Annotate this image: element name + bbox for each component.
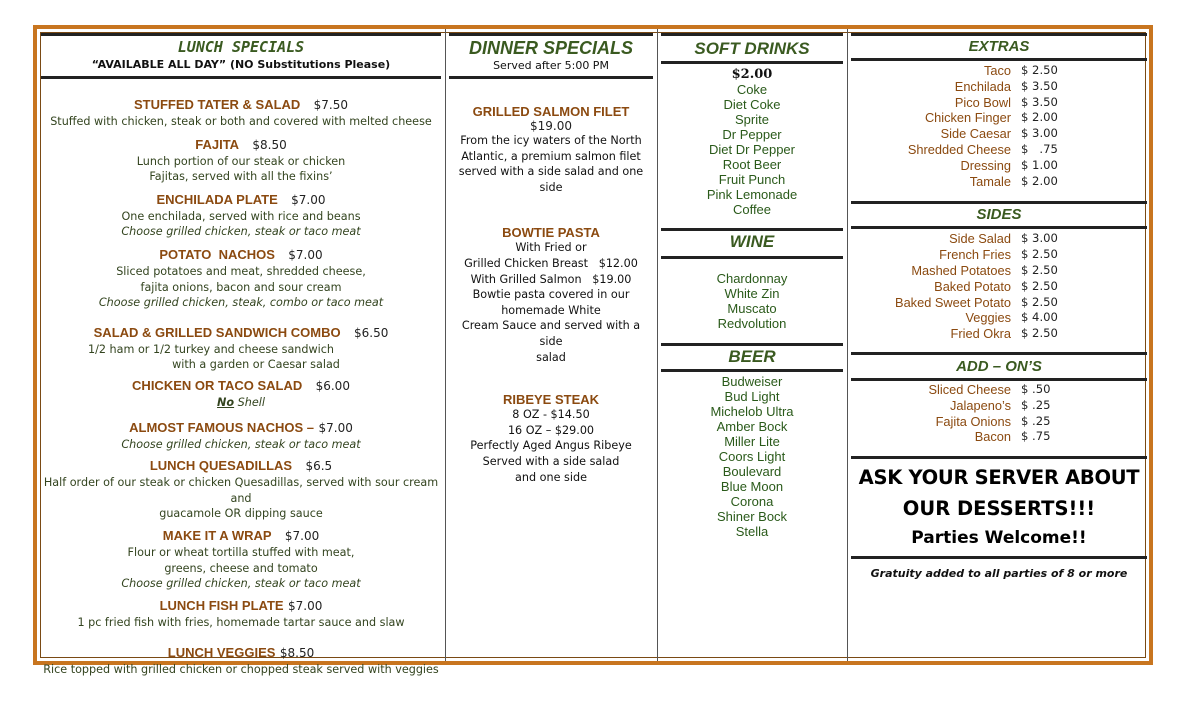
- rule: [851, 556, 1147, 559]
- beer-list: [661, 374, 843, 539]
- rule: [449, 33, 653, 36]
- item-name: LUNCH QUESADILLAS: [149, 458, 293, 474]
- row-price: $ 3.00: [1021, 231, 1058, 246]
- item-desc: One enchilada, served with rice and beans: [121, 209, 361, 223]
- rule: [449, 76, 653, 79]
- item-name: POTATO NACHOS: [159, 246, 275, 262]
- extras-row: [851, 142, 1147, 158]
- item-price: $8.50: [252, 137, 287, 152]
- item-name: GRILLED SALMON FILET: [472, 104, 630, 119]
- item-choice: Choose grilled chicken, steak, combo or taco meat: [98, 296, 384, 310]
- lunch-item: [41, 527, 441, 592]
- item-desc: greens, cheese and tomato: [164, 561, 318, 575]
- rule: [661, 256, 843, 259]
- sides-row: [851, 310, 1147, 326]
- row-price: $ 2.50: [1021, 294, 1058, 309]
- rule: [851, 456, 1147, 459]
- lunch-subtitle: “AVAILABLE ALL DAY” (NO Substitutions Please): [91, 58, 391, 71]
- item-desc: From the icy waters of the North: [460, 134, 642, 147]
- row-price: $ .50: [1021, 381, 1051, 396]
- wine-item: Muscato: [727, 301, 777, 316]
- item-choice: Choose grilled chicken, steak or taco meat: [121, 225, 361, 239]
- wine-item: White Zin: [724, 286, 780, 301]
- item-price: $7.50: [313, 98, 349, 112]
- drink-item: Diet Dr Pepper: [709, 142, 795, 157]
- row-name: Mashed Potatoes: [911, 262, 1011, 278]
- lunch-item: [41, 419, 441, 453]
- rule: [41, 76, 441, 79]
- soft-drinks-price: $2.00: [731, 67, 773, 82]
- item-choice: Choose grilled chicken, steak or taco meat: [121, 437, 361, 451]
- beer-item: Boulevard: [722, 464, 782, 479]
- lunch-item: [41, 191, 441, 240]
- item-desc: with a garden or Caesar salad: [172, 358, 340, 372]
- row-price: $ 2.50: [1021, 326, 1058, 341]
- rule: [851, 58, 1147, 61]
- beer-item: Blue Moon: [720, 479, 784, 494]
- row-price: $ 2.50: [1021, 247, 1058, 262]
- rule: [851, 201, 1147, 204]
- addons-row: [851, 414, 1147, 430]
- item-price: $7.00: [291, 192, 326, 207]
- addons-row: [851, 382, 1147, 398]
- item-price: $19.00: [530, 119, 572, 133]
- extras-row: [851, 174, 1147, 190]
- desserts-line1: ASK YOUR SERVER ABOUT: [858, 466, 1140, 490]
- row-name: Enchilada: [954, 78, 1011, 94]
- row-price: $ 1.00: [1021, 157, 1058, 172]
- row-name: Taco: [983, 63, 1011, 78]
- row-price: $ 2.50: [1021, 262, 1058, 277]
- rule: [41, 33, 441, 36]
- item-desc: Cream Sauce and served with a side: [461, 319, 641, 348]
- dinner-item-ribeye: [449, 392, 653, 485]
- column-divider: [445, 29, 446, 661]
- dinner-item-bowtie: [449, 225, 653, 365]
- item-choice: Choose grilled chicken, steak or taco meat: [121, 577, 361, 591]
- addons-list: [851, 382, 1147, 445]
- item-desc: and one side: [515, 470, 587, 484]
- sides-row: [851, 247, 1147, 263]
- rule: [661, 369, 843, 372]
- addons-row: [851, 429, 1147, 445]
- row-price: $ 3.00: [1021, 126, 1058, 141]
- rule: [851, 226, 1147, 229]
- sides-row: [851, 326, 1147, 342]
- item-desc: With Grilled Salmon $19.00: [470, 272, 632, 286]
- extras-row: [851, 126, 1147, 142]
- lunch-item: [41, 324, 441, 373]
- dinner-subtitle: Served after 5:00 PM: [493, 59, 609, 72]
- item-desc: guacamole OR dipping sauce: [159, 507, 323, 521]
- item-desc: Stuffed with chicken, steak or both and covered with melted cheese: [50, 115, 432, 128]
- item-desc: salad: [536, 350, 566, 364]
- item-desc: Flour or wheat tortilla stuffed with meat,: [127, 545, 355, 559]
- column-divider: [847, 29, 848, 661]
- drink-item: Fruit Punch: [718, 172, 786, 187]
- row-price: $ 2.50: [1021, 63, 1058, 77]
- item-desc: fajita onions, bacon and sour cream: [140, 280, 342, 294]
- item-desc: Served with a side salad: [482, 454, 620, 468]
- row-name: Dressing: [960, 157, 1011, 173]
- beer-item: Corona: [730, 494, 774, 509]
- row-price: $ .75: [1021, 141, 1058, 156]
- row-name: Tamale: [969, 173, 1011, 189]
- menu-frame: [33, 25, 1153, 677]
- row-price: $ 2.50: [1021, 278, 1058, 293]
- item-name: FAJITA: [195, 136, 240, 152]
- item-desc: Lunch portion of our steak or chicken: [136, 154, 346, 168]
- soft-drinks-title: SOFT DRINKS: [694, 39, 810, 58]
- sides-row: [851, 263, 1147, 279]
- beer-item: Budweiser: [721, 374, 783, 389]
- row-price: $ .25: [1021, 397, 1051, 412]
- item-desc: Half order of our steak or chicken Quesadillas, served with sour cream and: [43, 476, 439, 505]
- rule: [851, 378, 1147, 381]
- row-name: Baked Potato: [934, 278, 1011, 294]
- row-name: Veggies: [965, 310, 1011, 326]
- item-desc: homemade White: [501, 303, 601, 317]
- wine-item: Redvolution: [717, 316, 787, 331]
- item-price: $7.00: [318, 420, 353, 435]
- drink-item: Diet Coke: [723, 97, 781, 112]
- item-name: STUFFED TATER & SALAD: [133, 97, 301, 112]
- beer-item: Amber Bock: [716, 419, 788, 434]
- lunch-title: LUNCH SPECIALS: [177, 38, 305, 56]
- item-desc: Atlantic, a premium salmon filet: [461, 149, 641, 163]
- item-desc: served with a side salad and one side: [458, 165, 644, 194]
- sides-title: SIDES: [976, 206, 1022, 224]
- rule: [661, 33, 843, 36]
- lunch-item: [41, 96, 441, 130]
- wine-title: WINE: [729, 232, 775, 251]
- row-name: Side Salad: [949, 231, 1011, 247]
- item-desc: Fajitas, served with all the fixins’: [149, 170, 333, 184]
- desserts-line2: OUR DESSERTS!!!: [902, 497, 1096, 521]
- addons-title: ADD – ON’S: [956, 357, 1042, 375]
- addons-row: [851, 398, 1147, 414]
- rule: [851, 352, 1147, 355]
- beer-item: Shiner Bock: [716, 509, 788, 524]
- row-name: Fajita Onions: [935, 413, 1011, 429]
- drink-item: Dr Pepper: [722, 127, 782, 142]
- row-price: $ 4.00: [1021, 310, 1058, 325]
- beer-title: BEER: [728, 347, 776, 366]
- sides-row: [851, 279, 1147, 295]
- item-desc: Rice topped with grilled chicken or chopped steak served with veggies: [43, 663, 439, 677]
- beer-item: Miller Lite: [724, 434, 780, 449]
- wine-item: Chardonnay: [716, 271, 788, 286]
- beer-item: Coors Light: [718, 449, 786, 464]
- item-name: ALMOST FAMOUS NACHOS –: [129, 419, 315, 435]
- item-price: $7.00: [288, 598, 323, 613]
- item-name: ENCHILADA PLATE: [156, 191, 278, 207]
- item-name: SALAD & GRILLED SANDWICH COMBO: [93, 324, 341, 340]
- item-price: $6.00: [315, 378, 350, 393]
- item-desc: Sliced potatoes and meat, shredded cheese,: [116, 264, 366, 278]
- item-desc: Shell: [234, 395, 265, 409]
- item-name: CHICKEN OR TACO SALAD: [132, 377, 303, 393]
- item-price: $7.00: [288, 247, 323, 262]
- gratuity-note: Gratuity added to all parties of 8 or more: [870, 567, 1128, 581]
- row-name: Baked Sweet Potato: [895, 294, 1011, 310]
- beer-item: Stella: [735, 524, 769, 539]
- item-name: BOWTIE PASTA: [502, 225, 600, 241]
- lunch-item: [41, 136, 441, 185]
- item-name: RIBEYE STEAK: [502, 392, 600, 408]
- row-price: $ 2.00: [1021, 110, 1058, 125]
- sides-list: [851, 231, 1147, 342]
- item-price: $8.50: [279, 646, 315, 661]
- lunch-item: [41, 644, 441, 678]
- lunch-column: [41, 29, 441, 677]
- sides-row: [851, 231, 1147, 247]
- item-desc: 1/2 ham or 1/2 turkey and cheese sandwich: [88, 342, 334, 356]
- dinner-item-salmon: [449, 104, 653, 195]
- extras-row: [851, 158, 1147, 174]
- sides-row: [851, 295, 1147, 311]
- soft-drinks-list: [661, 82, 843, 217]
- item-desc: 16 OZ – $29.00: [507, 423, 595, 437]
- item-desc: 1 pc fried fish with fries, homemade tartar sauce and slaw: [77, 615, 405, 629]
- drink-item: Sprite: [735, 112, 769, 127]
- rule: [661, 61, 843, 64]
- item-price: $7.00: [284, 528, 320, 543]
- dinner-title: DINNER SPECIALS: [468, 38, 634, 58]
- item-desc: Grilled Chicken Breast $12.00: [464, 256, 638, 270]
- drink-item: Coffee: [732, 202, 772, 217]
- row-name: French Fries: [939, 247, 1011, 263]
- row-name: Bacon: [974, 429, 1011, 445]
- item-desc: Bowtie pasta covered in our: [472, 288, 630, 302]
- column-divider: [657, 29, 658, 661]
- row-name: Side Caesar: [940, 126, 1011, 142]
- row-name: Chicken Finger: [924, 110, 1011, 126]
- extras-list: [851, 63, 1147, 189]
- item-desc: Perfectly Aged Angus Ribeye: [470, 439, 632, 453]
- beer-item: Michelob Ultra: [710, 404, 794, 419]
- lunch-items: [41, 96, 441, 678]
- drink-item: Root Beer: [722, 157, 782, 172]
- row-price: $ .25: [1021, 413, 1051, 428]
- extras-row: [851, 110, 1147, 126]
- row-name: Fried Okra: [950, 326, 1011, 342]
- item-name: MAKE IT A WRAP: [162, 527, 272, 543]
- extras-title: EXTRAS: [968, 38, 1030, 55]
- rule: [851, 33, 1147, 36]
- item-price: $6.50: [353, 325, 389, 340]
- item-price: $6.5: [305, 459, 333, 474]
- lunch-item: [41, 597, 441, 631]
- row-name: Jalapeno’s: [950, 397, 1011, 413]
- row-price: $ 3.50: [1021, 78, 1058, 93]
- row-name: Pico Bowl: [954, 94, 1011, 110]
- wine-list: [661, 271, 843, 331]
- row-name: Sliced Cheese: [928, 381, 1011, 397]
- extras-row: [851, 95, 1147, 111]
- item-desc: 8 OZ - $14.50: [512, 408, 590, 422]
- drinks-column: [661, 29, 843, 661]
- lunch-item: [41, 377, 441, 411]
- item-name: LUNCH VEGGIES: [167, 645, 276, 661]
- parties-welcome: Parties Welcome!!: [911, 528, 1087, 549]
- item-desc: With Fried or: [515, 241, 587, 255]
- row-price: $ 2.00: [1021, 173, 1058, 188]
- row-name: Shredded Cheese: [907, 141, 1011, 157]
- dinner-column: [449, 29, 653, 661]
- extras-row: [851, 79, 1147, 95]
- lunch-item: [41, 246, 441, 311]
- item-name: LUNCH FISH PLATE: [159, 597, 284, 613]
- extras-row: [851, 63, 1147, 79]
- drink-item: Coke: [736, 82, 768, 97]
- row-price: $ .75: [1021, 429, 1051, 444]
- drink-item: Pink Lemonade: [706, 187, 798, 202]
- beer-item: Bud Light: [724, 389, 780, 404]
- no-word: No: [217, 395, 235, 409]
- extras-column: [851, 29, 1147, 661]
- row-price: $ 3.50: [1021, 94, 1058, 109]
- lunch-item: [41, 457, 441, 522]
